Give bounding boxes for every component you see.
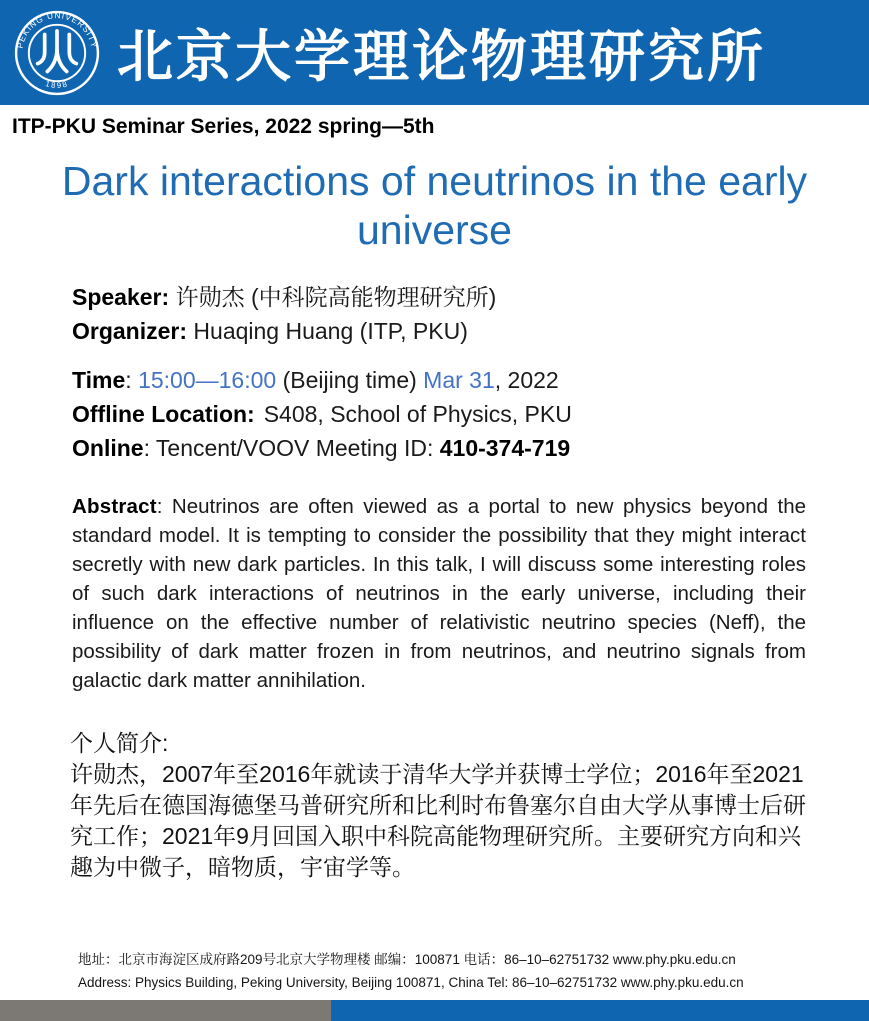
- time-line: [72, 363, 809, 397]
- bio-block: [70, 728, 809, 883]
- offline-location-label: Offline Location:: [72, 401, 255, 428]
- bottom-color-bar: [0, 1000, 869, 1021]
- online-meeting-id: 410-374-719: [439, 435, 571, 462]
- pku-logo-icon: [13, 9, 101, 97]
- abstract-label: Abstract: [72, 495, 157, 519]
- online-label: Online: [72, 435, 144, 462]
- speaker-line: [72, 280, 809, 314]
- footer-address-block: [78, 948, 839, 994]
- online-meeting-prefix: : Tencent/VOOV Meeting ID:: [143, 435, 440, 462]
- pku-seal-glyph-icon: [38, 31, 77, 71]
- bio-text: 许勋杰，2007年至2016年就读于清华大学并获博士学位；2016年至2021年先后在德国海德堡马普研究所和比利时布鲁塞尔自由大学从事博士后研究工作；2021年9月回国入职中科院高能物理研究所。主要研究方向和兴趣为中微子，暗物质，宇宙学等。: [70, 761, 806, 881]
- logo-ring-text-bottom: 1898: [44, 78, 70, 90]
- organizer-value: Huaqing Huang (ITP, PKU): [193, 318, 468, 345]
- footer-address-en: Address: Physics Building, Peking University, Beijing 100871, China Tel: 86–10–62751732 www.phy.pku.edu.cn: [78, 975, 744, 990]
- institute-name: 北京大学理论物理研究所: [117, 23, 766, 90]
- footer-address-cn: 地址：北京市海淀区成府路209号北京大学物理楼 邮编：100871 电话：86–10–62751732 www.phy.pku.edu.cn: [78, 952, 736, 967]
- online-line: [72, 431, 809, 465]
- time-separator: :: [125, 367, 139, 394]
- time-zone: (Beijing time): [276, 367, 424, 394]
- bottom-bar-blue-segment: [331, 1000, 869, 1021]
- time-range: 15:00—16:00: [138, 367, 277, 394]
- offline-location-value: S408, School of Physics, PKU: [263, 401, 572, 428]
- talk-title: [28, 157, 841, 255]
- bottom-bar-gray-segment: [0, 1000, 331, 1021]
- time-label: Time: [72, 367, 126, 394]
- organizer-label: Organizer:: [72, 318, 194, 345]
- seminar-series-line: ITP-PKU Seminar Series, 2022 spring—5th: [12, 115, 435, 138]
- organizer-line: [72, 314, 809, 348]
- abstract-text: : Neutrinos are often viewed as a portal to new physics beyond the standard model. It is tempting to consider the possibility that they might interact secretly with new dark particles. In this talk, I will discuss some interesting roles of such dark interactions of neutrinos in the early universe, including their influence on the effective number of relativistic neutrino species (Neff), the possibility of dark matter frozen in from neutrinos, and neutrino signals from galactic dark matter annihilation.: [72, 495, 806, 693]
- offline-location-line: [72, 397, 809, 431]
- speaker-value: 许勋杰 (中科院高能物理研究所): [175, 284, 497, 311]
- details-block: [72, 280, 809, 465]
- header-banner: [0, 0, 869, 105]
- bio-heading: 个人简介:: [70, 730, 169, 757]
- talk-title-line1: Dark interactions of neutrinos in the early: [61, 158, 808, 204]
- abstract-paragraph: [72, 492, 806, 695]
- time-year: , 2022: [494, 367, 559, 394]
- time-date: Mar 31: [423, 367, 495, 394]
- talk-title-line2: universe: [357, 207, 512, 254]
- speaker-label: Speaker:: [72, 284, 176, 311]
- logo-ring-text-top: PEKING UNIVERSITY: [14, 9, 100, 49]
